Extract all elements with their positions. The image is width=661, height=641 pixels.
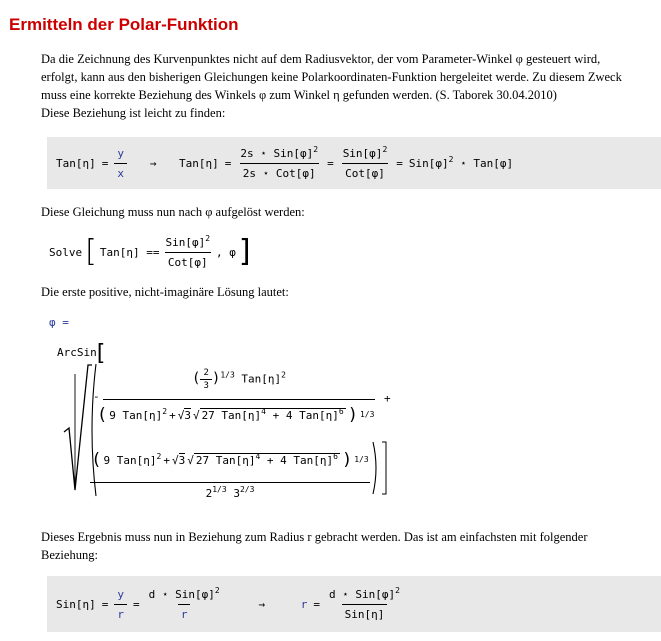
solve-expression (49, 232, 251, 272)
equation-box-tan (47, 137, 661, 189)
denominator: Cot[φ] (165, 252, 211, 269)
solve-head: Solve (49, 245, 83, 259)
eq-lhs: Sin[η] (56, 597, 96, 611)
radius-line: Beziehung: (41, 548, 98, 562)
radius-line: Dieses Ergebnis muss nun in Beziehung zum Radius r gebracht werden. Das ist am einfachsten mit folgender (41, 530, 588, 544)
denominator: Cot[φ] (342, 163, 388, 180)
intro-paragraph (41, 50, 622, 122)
denominator: x (114, 163, 127, 180)
eq-sign: = (101, 156, 109, 170)
intro-line: erfolgt, kann aus den bisherigen Gleichungen keine Polarkoordinaten-Funktion hergeleitet werde. Zu diesem Zweck (41, 70, 622, 84)
close-paren-icon (371, 440, 391, 496)
term2-denominator: $2^{1/3}$ $3^{2/3}$ (205, 485, 255, 500)
term1-numerator: ( $\frac{2}{3}$ )$^{1/3}$ $Tan[\eta]^2$ (192, 368, 286, 391)
numerator: 2s ⋆ $Sin[\varphi]^2$ (240, 144, 319, 160)
numerator: d ⋆ $Sin[\varphi]^2$ (328, 585, 400, 601)
term1-denominator: ( 9 $Tan[\eta]^2$ + √3 √ 27 $Tan[\eta]^4 + 4$ $Tan[\eta]^6$ ) 1/3 (97, 405, 375, 425)
eq-rhs: $Sin[\varphi]^2$ ⋆ Tan[φ] (408, 154, 514, 170)
equation-r (56, 585, 403, 623)
intro-line: muss eine korrekte Beziehung des Winkels φ zum Winkel η gefunden werden. (S. Taborek 30.04.2010) (41, 88, 557, 102)
fraction (146, 585, 223, 621)
eq-lhs: r (300, 597, 308, 611)
open-bracket: [ (85, 234, 97, 269)
open-paren-icon (86, 362, 98, 498)
intro-line: Da die Zeichnung des Kurvenpunktes nicht auf dem Radiusvektor, der vom Parameter-Winkel φ gesteuert wird, (41, 52, 601, 66)
fraction-y-over-x (114, 147, 127, 180)
close-bracket: ] (238, 234, 251, 269)
eq-sign: = (101, 597, 109, 611)
fraction-y-over-r (114, 588, 127, 621)
solve-lhs: Tan[η] == (99, 245, 160, 259)
denominator: Sin[η] (342, 604, 388, 621)
numerator: $Sin[\varphi]^2$ (165, 233, 211, 249)
eq-sign: = (133, 597, 140, 611)
fraction (340, 144, 391, 180)
term2-fraction-bar (90, 482, 370, 483)
numerator: y (117, 146, 124, 160)
term1-fraction-bar (103, 399, 375, 400)
minus-sign: - (93, 390, 100, 403)
equation-tan (56, 145, 513, 181)
solve-var: , φ (216, 245, 236, 259)
intro-line: Diese Beziehung ist leicht zu finden: (41, 106, 226, 120)
arrow: → (258, 597, 265, 611)
eq-lhs: Tan[η] (56, 156, 96, 170)
denominator: 2s ⋆ Cot[φ] (240, 163, 319, 180)
section-heading: Ermitteln der Polar-Funktion (9, 15, 239, 34)
numerator: $Sin[\varphi]^2$ (342, 144, 388, 160)
solve-paragraph: Diese Gleichung muss nun nach φ aufgelöst werden: (41, 205, 305, 219)
term2-numerator: ( 9 $Tan[\eta]^2$ + √3 √ 27 $Tan[\eta]^4 + 4$ $Tan[\eta]^6$ ) 1/3 (91, 450, 369, 470)
eq-sign: = (224, 156, 232, 170)
fraction (162, 233, 213, 269)
arrow: → (149, 156, 157, 170)
denominator: r (178, 604, 191, 621)
plus-sign: + (384, 392, 391, 405)
eq-sign: = (396, 156, 403, 170)
fraction (326, 585, 403, 621)
denominator: r (114, 604, 127, 621)
eq-sign: = (313, 597, 320, 611)
eq-sign: = (327, 156, 334, 170)
radius-paragraph (41, 528, 588, 564)
solution-paragraph: Die erste positive, nicht-imaginäre Lösung lautet: (41, 285, 289, 299)
numerator: y (117, 587, 124, 601)
eq-lhs: Tan[η] (179, 156, 219, 170)
solution-phi: φ = (49, 316, 69, 329)
fraction (237, 144, 321, 180)
equation-box-r (47, 576, 661, 632)
numerator: d ⋆ $Sin[\varphi]^2$ (148, 585, 220, 601)
arcsin-head: ArcSin[ (57, 341, 106, 366)
